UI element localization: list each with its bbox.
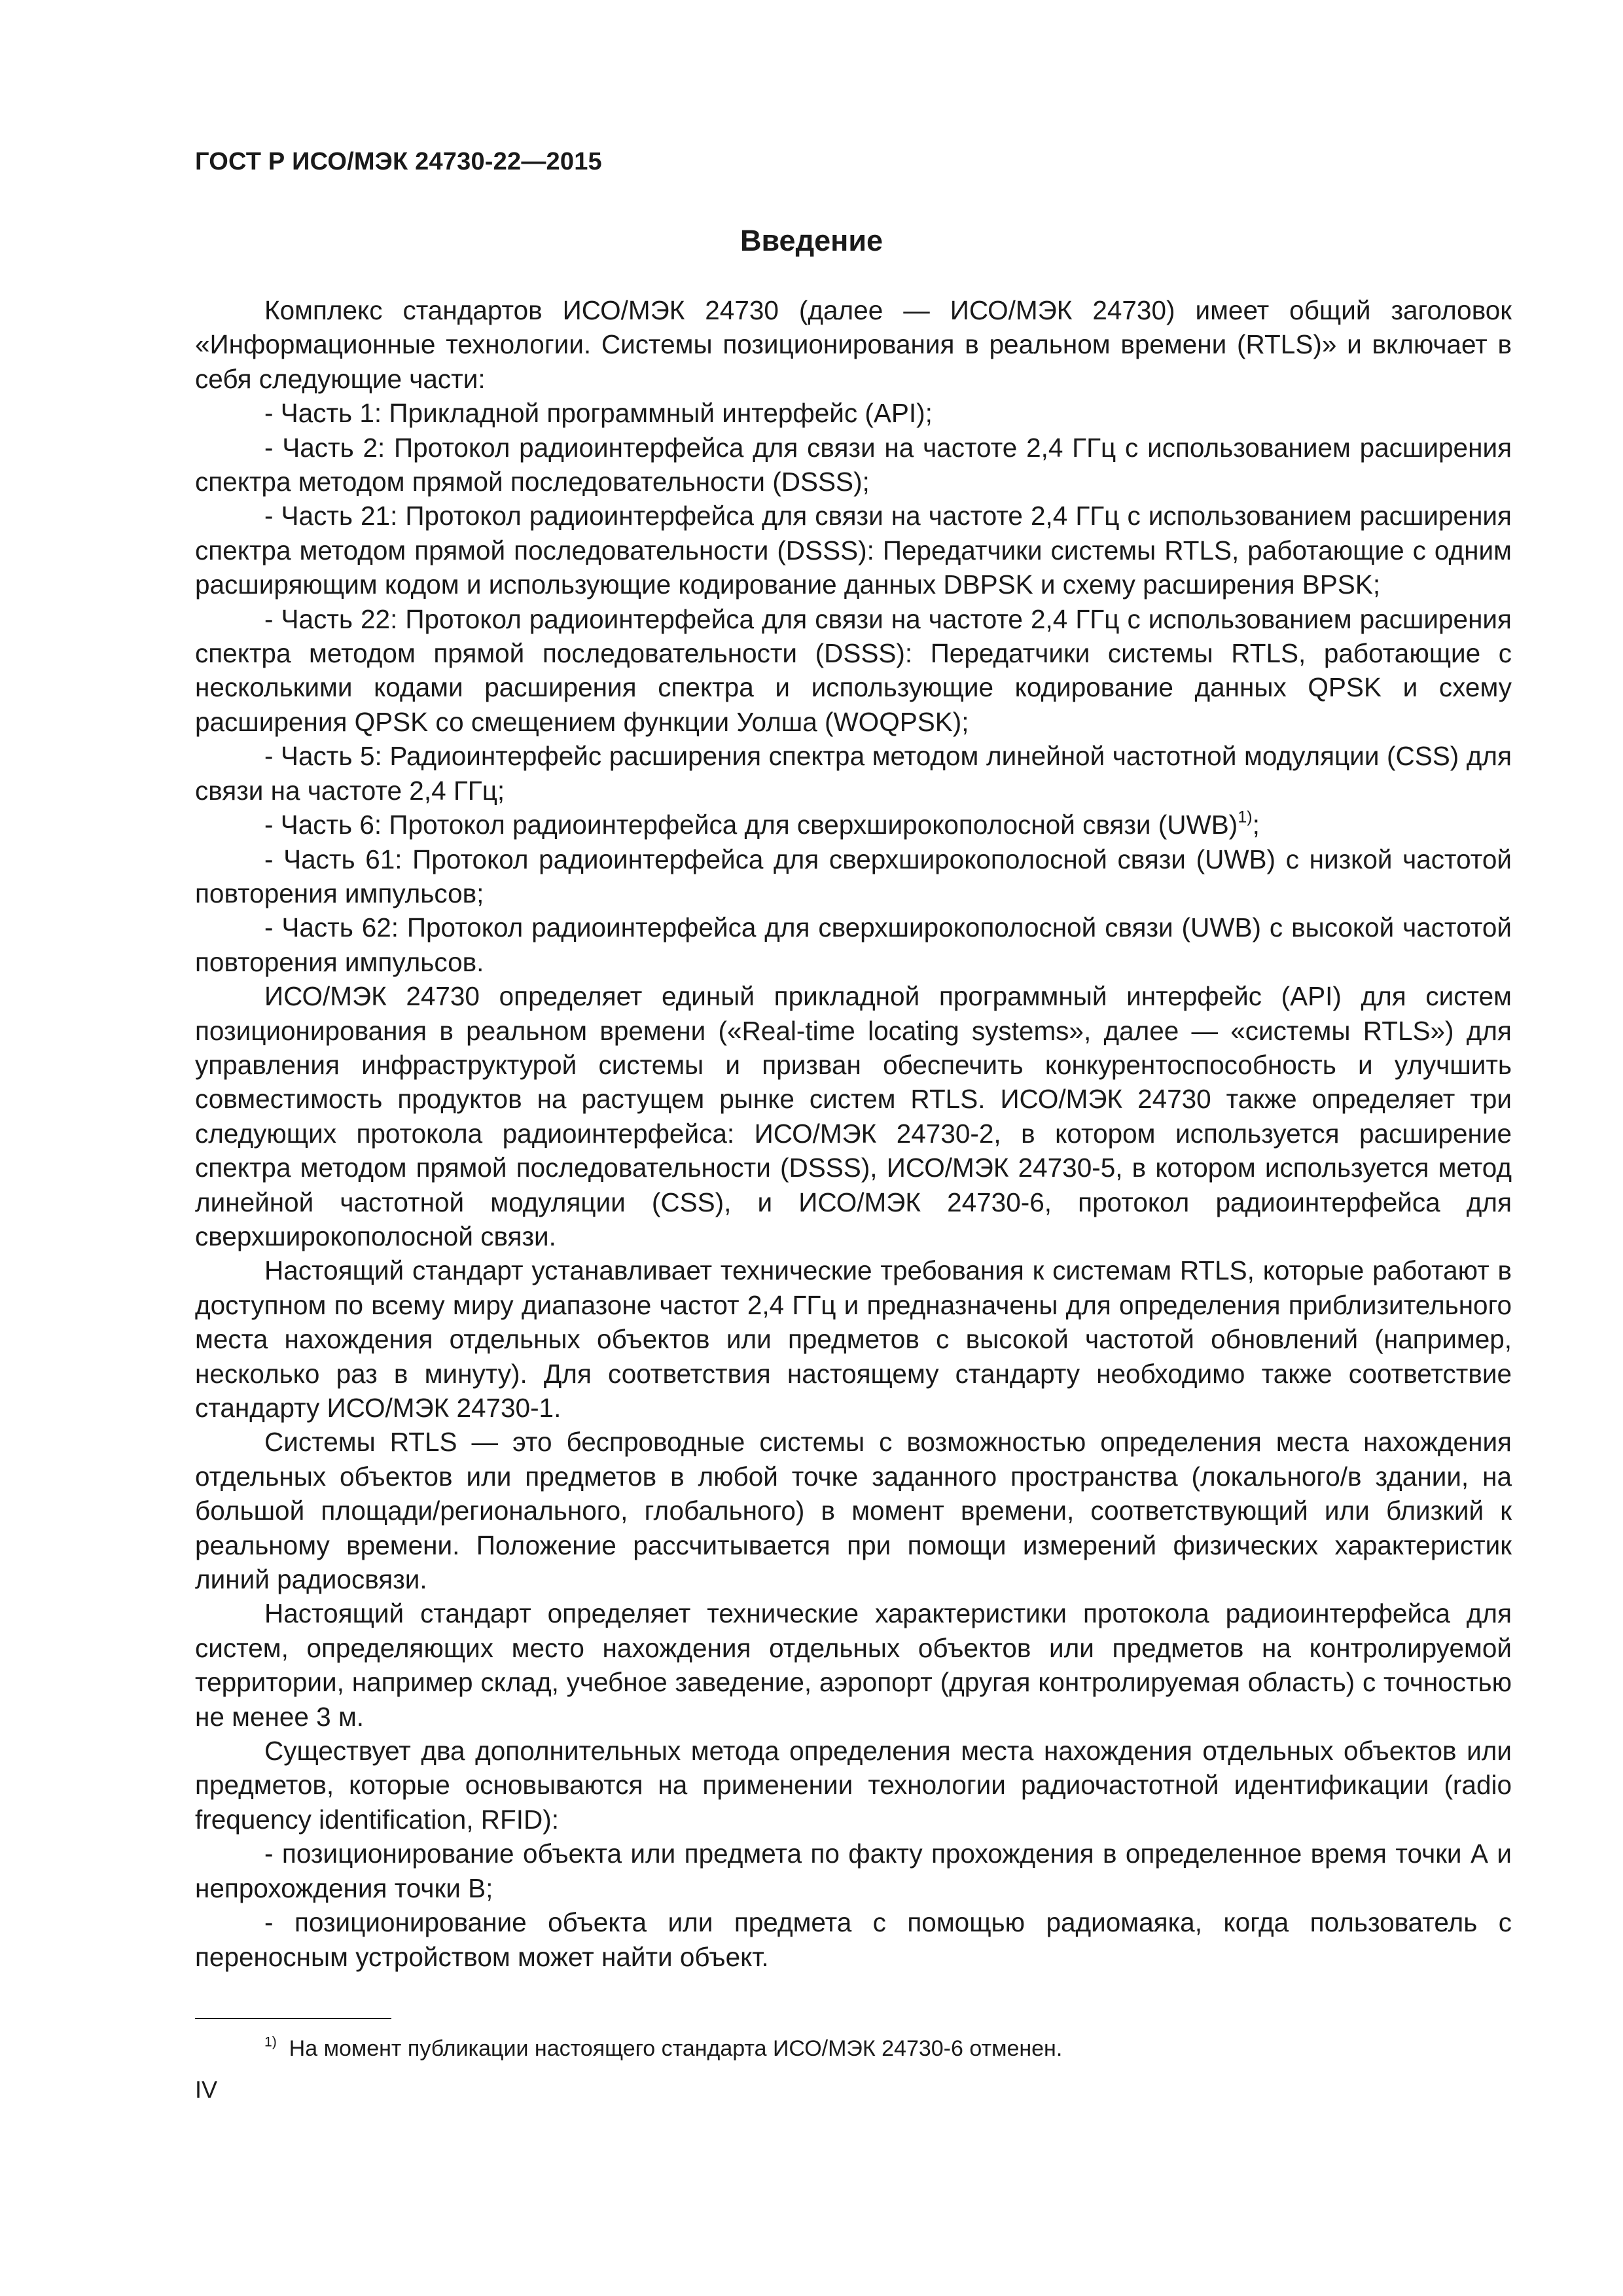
- paragraph-rfid-methods: Существует два дополнительных метода определения места нахождения отдельных объектов или предметов, которые основываются на применении технологии радиочастотной идентификации (radio frequency identification, RFID):: [195, 1736, 1512, 1835]
- list-item-part-1: - Часть 1: Прикладной программный интерфейс (API);: [264, 398, 933, 429]
- list-item-method-a: - позиционирование объекта или предмета по факту прохождения в определенное время точки А и непрохождения точки В;: [195, 1839, 1512, 1903]
- list-item-part-61: - Часть 61: Протокол радиоинтерфейса для сверхширокополосной связи (UWB) с низкой частотой повторения импульсов;: [195, 844, 1512, 908]
- list-item-part-6: [195, 808, 1512, 842]
- document-header-code: ГОСТ Р ИСО/МЭК 24730-22—2015: [195, 148, 602, 175]
- list-item-part-21: - Часть 21: Протокол радиоинтерфейса для связи на частоте 2,4 ГГц с использованием расширения спектра методом прямой последовательности (DSSS): Передатчики системы RTLS, работающие с одним расширяющим кодом и использующие кодирование данных DBPSK и схему расширения BPSK;: [195, 501, 1512, 600]
- list-item-part-6-text: - Часть 6: Протокол радиоинтерфейса для сверхширокополосной связи (UWB): [264, 810, 1238, 840]
- section-title: Введение: [740, 224, 883, 257]
- list-item-part-6-end: ;: [1252, 810, 1260, 840]
- paragraph-air-interface: Настоящий стандарт определяет технические характеристики протокола радиоинтерфейса для систем, определяющих место нахождения отдельных объектов или предметов на контролируемой территории, например склад, учебное заведение, аэропорт (другая контролируемая область) с точностью не менее 3 м.: [195, 1598, 1512, 1732]
- page-number: IV: [195, 2076, 218, 2103]
- footnote-text: На момент публикации настоящего стандарта ИСО/МЭК 24730-6 отменен.: [289, 2036, 1063, 2061]
- paragraph-requirements: Настоящий стандарт устанавливает технические требования к системам RTLS, которые работают в доступном по всему миру диапазоне частот 2,4 ГГц и предназначены для определения приблизительного места нахождения отдельных объектов или предметов с высокой частотой обновлений (например, несколько раз в минуту). Для соответствия настоящему стандарту необходимо также соответствие стандарту ИСО/МЭК 24730-1.: [195, 1255, 1512, 1423]
- paragraph-api: ИСО/МЭК 24730 определяет единый прикладной программный интерфейс (API) для систем позиционирования в реальном времени («Real-time locating systems», далее — «системы RTLS») для управления инфраструктурой системы и призван обеспечить конкурентоспособность и улучшить совместимость продуктов на растущем рынке систем RTLS. ИСО/МЭК 24730 также определяет три следующих протокола радиоинтерфейса: ИСО/МЭК 24730-2, в котором используется расширение спектра методом прямой последовательности (DSSS), ИСО/МЭК 24730-5, в котором используется метод линейной частотной модуляции (CSS), и ИСО/МЭК 24730-6, протокол радиоинтерфейса для сверхширокополосной связи.: [195, 981, 1512, 1251]
- list-item-part-22: - Часть 22: Протокол радиоинтерфейса для связи на частоте 2,4 ГГц с использованием расширения спектра методом прямой последовательности (DSSS): Передатчики системы RTLS, работающие с несколькими кодами расширения спектра и использующие кодирование данных QPSK и схему расширения QPSK со смещением функции Уолша (WOQPSK);: [195, 603, 1512, 737]
- footnote: [264, 2034, 1508, 2063]
- paragraph-intro: Комплекс стандартов ИСО/МЭК 24730 (далее — ИСО/МЭК 24730) имеет общий заголовок «Информационные технологии. Системы позиционирования в реальном времени (RTLS)» и включает в себя следующие части:: [195, 295, 1512, 394]
- list-item-part-2: - Часть 2: Протокол радиоинтерфейса для связи на частоте 2,4 ГГц с использованием расширения спектра методом прямой последовательности (DSSS);: [195, 432, 1512, 497]
- footnote-divider: [195, 2018, 391, 2019]
- list-item-part-5: - Часть 5: Радиоинтерфейс расширения спектра методом линейной частотной модуляции (CSS) для связи на частоте 2,4 ГГц;: [195, 741, 1512, 806]
- list-item-part-62: - Часть 62: Протокол радиоинтерфейса для сверхширокополосной связи (UWB) с высокой частотой повторения импульсов.: [195, 912, 1512, 977]
- footnote-marker: 1): [264, 2034, 277, 2050]
- footnote-reference[interactable]: 1): [1238, 808, 1253, 827]
- list-item-method-beacon: - позиционирование объекта или предмета с помощью радиомаяка, когда пользователь с переносным устройством может найти объект.: [195, 1907, 1512, 1972]
- body-text: [195, 293, 1512, 1974]
- paragraph-rtls-definition: Системы RTLS — это беспроводные системы с возможностью определения места нахождения отдельных объектов или предметов в любой точке заданного пространства (локального/в здании, на большой площади/регионального, глобального) в момент времени, соответствующий или близкий к реальному времени. Положение рассчитывается при помощи измерений физических характеристик линий радиосвязи.: [195, 1427, 1512, 1595]
